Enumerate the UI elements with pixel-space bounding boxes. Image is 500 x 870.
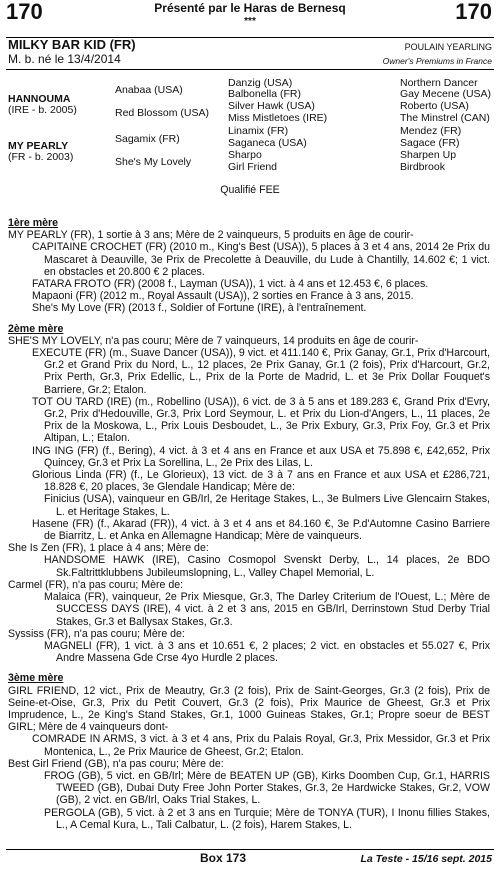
g4-4: The Minstrel (CAN)	[400, 112, 490, 124]
g2-dam-sire: Sagamix (FR)	[115, 133, 180, 145]
race-record	[8, 209, 490, 831]
g3-6: Saganeca (USA)	[228, 137, 307, 149]
mere1-produit-1: CAPITAINE CROCHET (FR) (2010 m., King's Best (USA)), 5 places à 3 et 4 ans, 2014 2e Prix du Mascaret à Deauville, 3e Prix de Precolette à Deauville, du Lude à Chantilly, 14.602 €; 1 vict. en obstacles et 20.800 € 2 places.	[32, 241, 490, 278]
horse-name: MILKY BAR KID (FR)	[8, 37, 136, 52]
mere2-intro: SHE'S MY LOVELY, n'a pas couru; Mère de 7 vainqueurs, 14 produits en âge de courir-	[8, 334, 419, 347]
g3-4: Miss Mistletoes (IRE)	[228, 112, 328, 124]
mere1-produit-2: FATARA FROTO (FR) (2008 f., Layman (USA)), 1 vict. à 4 ans et 12.453 €, 6 places.	[32, 278, 429, 291]
pedigree-rule	[6, 69, 494, 70]
qualifie-fee: Qualifié FEE	[220, 184, 280, 196]
mere1-produit-3: Mapaoni (FR) (2012 m., Royal Assault (USA)), 2 sorties en France à 3 ans, 2015.	[32, 290, 414, 303]
g3-2: Balbonella (FR)	[228, 88, 301, 100]
mere3-girl-friend: GIRL FRIEND, 12 vict., Prix de Meautry, Gr.3 (2 fois), Prix de Saint-Georges, Gr.3 (2 fois), Prix de Seine-et-Oise, Gr.3, Prix du Petit Couvert, Gr.3 (2 fois), Prix Maurice de Gheest, Gr.3 et Prix Imprudence, L., 2e King's Stand Stakes, Gr.1, 1000 Guineas Stakes, Gr.1; Propre soeur de BEST GIRL; Mère de 4 vainqueurs dont-	[8, 684, 490, 734]
g4-5: Mendez (FR)	[400, 125, 462, 137]
g4-2: Gay Mecene (USA)	[400, 88, 492, 100]
mere2-finicius: Finicius (USA), vainqueur en GB/Irl, 2e Heritage Stakes, L., 3e Bulmers Live Glencairn Stakes, L. et Heritage Stakes, L.	[44, 493, 490, 518]
g3-5: Linamix (FR)	[228, 125, 289, 137]
dam-info: (FR - b. 2003)	[8, 151, 74, 163]
mere2-tot-ou-tard: TOT OU TARD (IRE) (m., Robellino (USA)), 6 vict. de 3 à 5 ans et 189.283 €, Grand Prix d'Evry, Gr.2, Prix d'Hedouville, Gr.3, Prix Lord Seymour, L. et Prix du Lion-d'Angers, L., 11 places, 2e Prix de la Moskowa, L., Prix Louis Desboudet, L., 3e Prix Exbury, Gr.3, Prix Foy, Gr.3 et Prix Altipan, L.; Etalon.	[32, 395, 490, 445]
g2-sire-sire: Anabaa (USA)	[115, 84, 183, 96]
mere1-title: 1ère mère	[8, 217, 59, 229]
g4-1: Northern Dancer	[400, 77, 478, 89]
horse-birth: M. b. né le 13/4/2014	[8, 52, 121, 66]
mere1-intro: MY PEARLY (FR), 1 sortie à 3 ans; Mère de 2 vainqueurs, 5 produits en âge de courir-	[8, 229, 414, 242]
g2-dam-dam: She's My Lovely	[115, 156, 192, 168]
g3-3: Silver Hawk (USA)	[228, 100, 315, 112]
mere2-hasene: Hasene (FR) (f., Akarad (FR)), 4 vict. à 3 et 4 ans et 84.160 €, 3e P.d'Automne Casino Barriere de Biarritz, L. et Anka en Allemagne Handicap; Mère de vainqueurs.	[32, 517, 490, 543]
mere2-carmel: Carmel (FR), n'a pas couru; Mère de:	[8, 578, 184, 591]
mere2-glorious-linda: Glorious Linda (FR) (f., Le Glorieux), 13 vict. de 3 à 7 ans en France et aux USA et £286,721, 18.828 €, 20 places, 3e Glendale Handicap; Mère de:	[32, 469, 490, 494]
footer-venue: La Teste - 15/16 sept. 2015	[360, 853, 492, 865]
mere2-syssiss: Syssiss (FR), n'a pas couru; Mère de:	[8, 627, 185, 640]
g3-7: Sharpo	[228, 149, 262, 161]
g3-8: Girl Friend	[228, 161, 278, 173]
mere2-malaica: Malaica (FR), vainqueur, 2e Prix Miesque, Gr.3, The Darley Criterium de l'Ouest, L.; Mère de SUCCESS DAYS (IRE), 4 vict. à 2 et 3 ans, 2015 en GB/Irl, Derrinstown Stud Derby Trial Stakes, Gr.3 et Ballysax Stakes, Gr.3.	[44, 591, 490, 628]
footer-box: Box 173	[200, 851, 247, 865]
g4-6: Sagace (FR)	[400, 137, 460, 149]
lot-number-right: 170	[455, 0, 492, 24]
mere3-comrade-in-arms: COMRADE IN ARMS, 3 vict. à 3 et 4 ans, Prix du Palais Royal, Gr.3, Prix Messidor, Gr.3 et Prix Montenica, L., 2e Prix Maurice de Gheest, Gr.2; Etalon.	[32, 733, 490, 758]
g4-7: Sharpen Up	[400, 149, 457, 161]
mere3-best-girl-friend: Best Girl Friend (GB), n'a pas couru; Mère de:	[8, 757, 224, 770]
g4-3: Roberto (USA)	[400, 100, 469, 112]
sire-name: HANNOUMA	[8, 93, 71, 105]
header-stars: ***	[244, 16, 256, 27]
mere3-pergola: PERGOLA (GB), 5 vict. à 2 et 3 ans en Turquie; Mère de TONYA (TUR), I Inonu fillies Stakes, L., A Cemal Kura, L., Tali Calbatur, L. (2 fois), Harem Stakes, L.	[44, 806, 490, 831]
consignor-text: Présenté par le Haras de Bernesq	[154, 1, 346, 15]
mere2-title: 2ème mère	[8, 322, 64, 335]
owner-premium-note: Owner's Premiums in France	[382, 56, 492, 66]
g3-1: Danzig (USA)	[228, 77, 293, 89]
horse-category: POULAIN YEARLING	[404, 42, 492, 52]
g4-8: Birdbrook	[400, 161, 445, 173]
mere1-produit-4: She's My Love (FR) (2013 f., Soldier of Fortune (IRE), à l'entraînement.	[32, 302, 367, 315]
lot-number-left: 170	[6, 0, 43, 24]
mere3-title: 3ème mère	[8, 672, 64, 685]
mere2-handsome-hawk: HANDSOME HAWK (IRE), Casino Cosmopol Svenskt Derby, L., 14 places, 2e BDO Sk.Faltrittklubbens Jubileumslopning, L., Valley Chapel Memorial, L.	[44, 554, 490, 579]
g2-sire-dam: Red Blossom (USA)	[115, 107, 209, 119]
dam-name: MY PEARLY	[8, 140, 69, 152]
mere2-she-is-zen: She Is Zen (FR), 1 place à 4 ans; Mère de:	[8, 542, 209, 555]
consignor-title	[0, 2, 500, 28]
mere2-ing-ing: ING ING (FR) (f., Bering), 4 vict. à 3 et 4 ans en France et aux USA et 75.898 €, £42,652, Prix Quincey, Gr.3 et Prix La Sorellina, L., 2e Prix des Lilas, L.	[32, 444, 490, 469]
footer-rule	[6, 849, 494, 850]
mere2-magneli: MAGNELI (FR), 1 vict. à 3 ans et 10.651 €, 2 places; 2 vict. en obstacles et 55.027 €, Prix Andre Massena Gde Crse 4yo Hurdle 2 places.	[44, 639, 490, 665]
sire-info: (IRE - b. 2005)	[8, 104, 77, 116]
mere3-frog: FROG (GB), 5 vict. en GB/Irl; Mère de BEATEN UP (GB), Kirks Doomben Cup, Gr.1, HARRIS TWEED (GB), Dubai Duty Free John Porter Stakes, Gr.3, 2e Hardwicke Stakes, Gr.2, VOW (GB), 2 vict. en GB/Irl, Oaks Trial Stakes, L.	[44, 769, 490, 807]
mere2-execute: EXECUTE (FR) (m., Suave Dancer (USA)), 9 vict. et 411.140 €, Prix Ganay, Gr.1, Prix d'Harcourt, Gr.2 et Grand Prix du Nord, L., 12 places, 2e Prix Ganay, Gr.1 (2 fois), Prix d'Harcourt, Gr.2, Prix Perth, Gr.3, Prix Edellic, L., Prix de la Porte de Madrid, L. et 3e Prix Dollar Fouquet's Barriere, Gr.2; Etalon.	[32, 347, 490, 396]
